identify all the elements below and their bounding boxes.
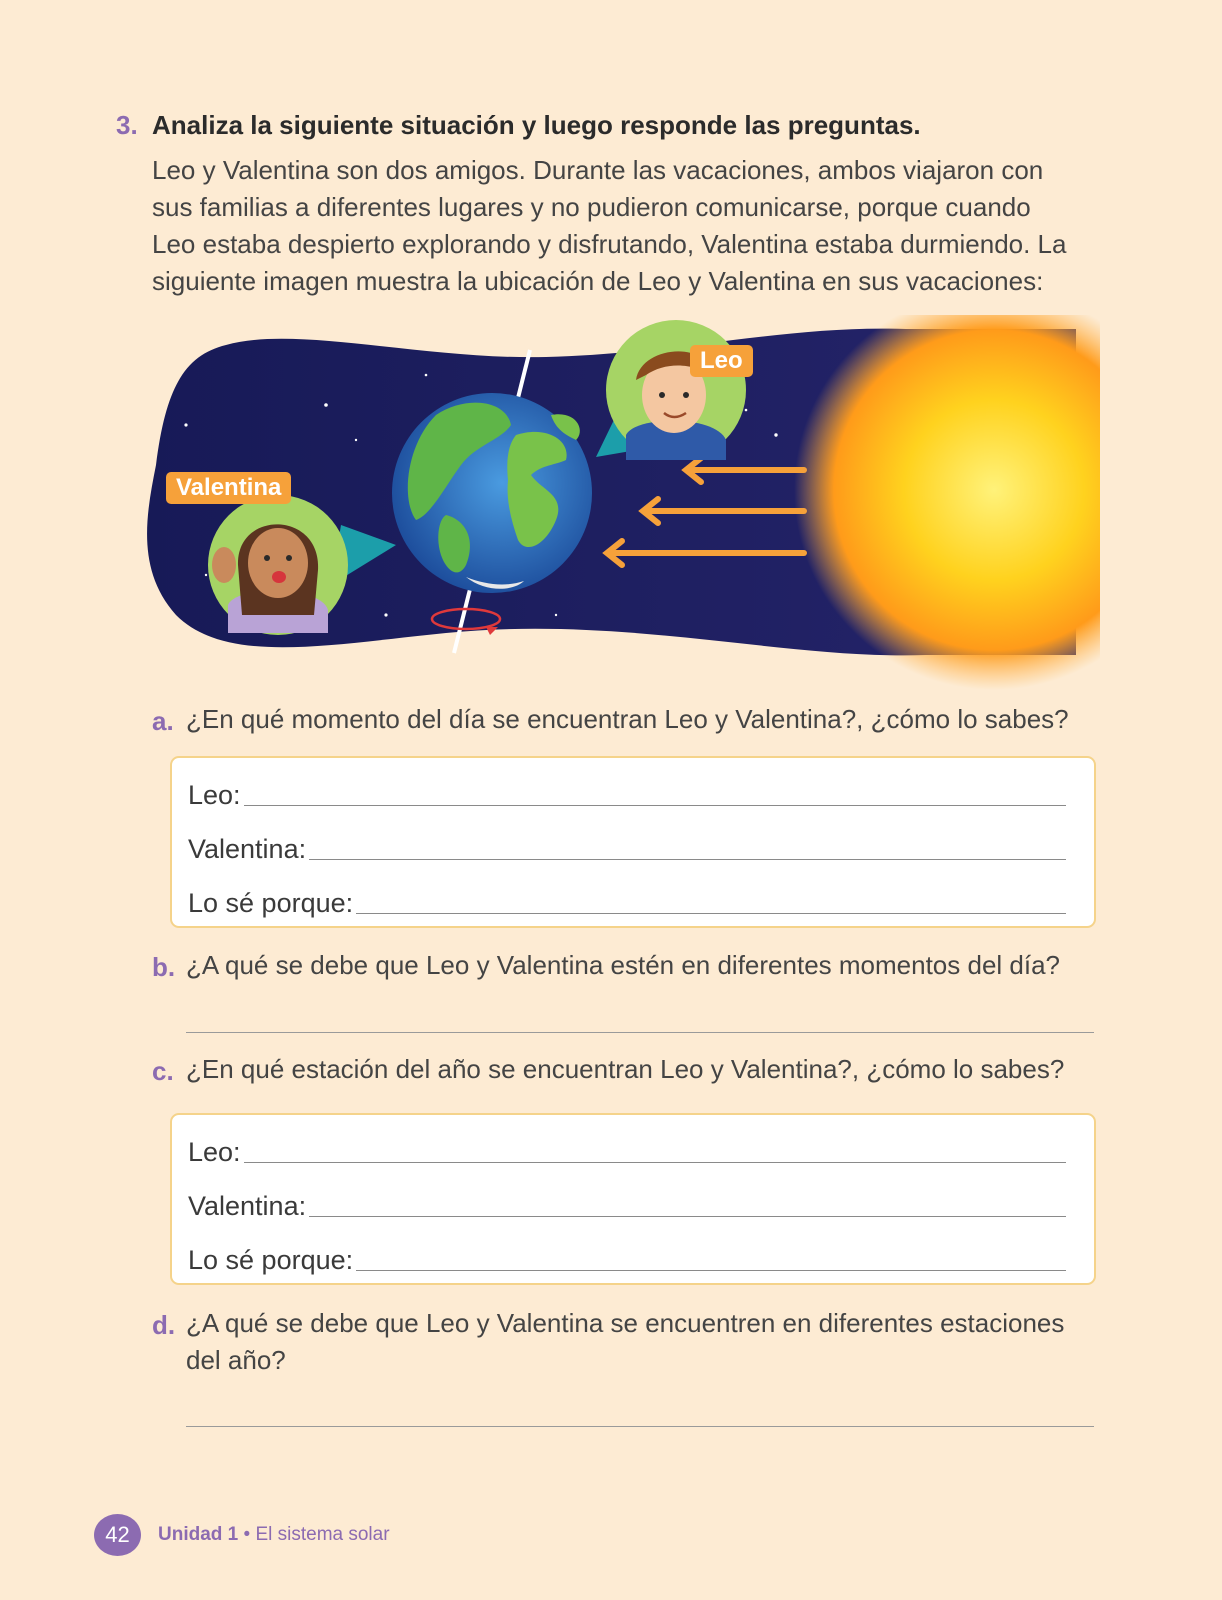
answer-row-porque [188,878,1066,918]
footer-unit [158,1524,390,1546]
answer-line-valentina[interactable] [309,859,1066,860]
page-number: 42 [94,1514,141,1556]
valentina-avatar [208,495,348,635]
answer-row-leo [188,770,1066,810]
answer-label-valentina: Valentina: [188,1191,307,1221]
space-scene [146,315,1100,695]
leo-name-tag: Leo [690,345,753,377]
sub-question-a-letter: a. [152,706,174,736]
answer-label-valentina: Valentina: [188,834,307,864]
intro-line: Leo estaba despierto explorando y disfrutando, Valentina estaba durmiendo. La [152,229,1067,259]
answer-line-d[interactable] [186,1426,1094,1427]
sub-question-a-text: ¿En qué momento del día se encuentran Leo y Valentina?, ¿cómo lo sabes? [186,704,1069,734]
answer-label-porque: Lo sé porque: [188,1245,354,1275]
answer-box-c [170,1113,1096,1285]
footer-separator: • [243,1524,251,1545]
answer-box-a [170,756,1096,928]
answer-row-valentina [188,1181,1066,1221]
sub-question-c-text: ¿En qué estación del año se encuentran Leo y Valentina?, ¿cómo lo sabes? [186,1054,1065,1084]
answer-label-leo: Leo: [188,780,241,810]
leo-avatar [606,320,746,460]
valentina-name-tag: Valentina [166,472,291,504]
answer-row-valentina [188,824,1066,864]
intro-line: Leo y Valentina son dos amigos. Durante las vacaciones, ambos viajaron con [152,155,1044,185]
footer-unit-label: Unidad 1 [158,1524,239,1545]
sub-question-d-letter: d. [152,1310,176,1340]
answer-row-leo [188,1127,1066,1167]
question-number: 3. [116,110,138,140]
answer-line-valentina[interactable] [309,1216,1066,1217]
sub-question-d-line: ¿A qué se debe que Leo y Valentina se encuentren en diferentes estaciones [186,1308,1065,1338]
answer-line-b[interactable] [186,1032,1094,1033]
earth-sun-illustration [146,315,1100,695]
sub-question-d-line: del año? [186,1345,286,1375]
question-title: Analiza la siguiente situación y luego responde las preguntas. [152,110,921,140]
sub-question-b-letter: b. [152,952,176,982]
answer-line-leo[interactable] [244,1162,1066,1163]
sub-question-d-text [186,1305,1064,1379]
sub-question-c-letter: c. [152,1056,174,1086]
intro-line: siguiente imagen muestra la ubicación de Leo y Valentina en sus vacaciones: [152,266,1044,296]
answer-line-leo[interactable] [244,805,1066,806]
answer-label-leo: Leo: [188,1137,241,1167]
sub-question-b-text: ¿A qué se debe que Leo y Valentina estén en diferentes momentos del día? [186,950,1061,980]
footer-topic: El sistema solar [255,1524,390,1545]
answer-line-porque[interactable] [356,1270,1066,1271]
answer-label-porque: Lo sé porque: [188,888,354,918]
intro-line: sus familias a diferentes lugares y no pudieron comunicarse, porque cuando [152,192,1031,222]
question-intro [152,152,1072,300]
earth [392,393,592,593]
answer-row-porque [188,1235,1066,1275]
answer-line-porque[interactable] [356,913,1066,914]
